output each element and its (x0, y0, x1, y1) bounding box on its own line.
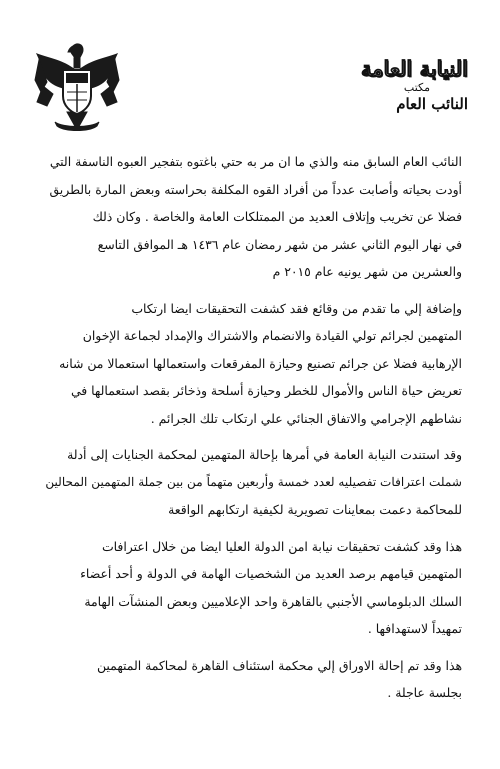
text-line: السلك الدبلوماسي الأجنبي بالقاهرة واحد الإعلاميين وبعض المنشآت الهامة (84, 593, 462, 609)
text-line: تمهيداً لاستهدافها . (367, 621, 462, 636)
text-line: شملت اعترافات تفصيليه لعدد خمسة وأربعين متهماً من بين جملة المتهمين المحالين (45, 474, 462, 489)
text-line: بجلسة عاجلة . (387, 685, 462, 700)
eagle-emblem-icon (33, 40, 121, 136)
text-line: أودت بحياته وأصابت عدداً من أفراد القوه المكلفة بحراسته وبعض المارة بالطريق (49, 181, 462, 197)
paragraph (38, 148, 462, 286)
text-line: والعشرين من شهر يونيه عام ٢٠١٥ م (272, 264, 462, 279)
paragraph (38, 441, 462, 524)
text-line: فضلا عن تخريب وإتلاف العديد من الممتلكات العامة والخاصة . وكان ذلك (92, 209, 462, 224)
paragraph (38, 295, 462, 433)
paragraph (38, 533, 462, 643)
text-line: وإضافة إلي ما تقدم من وقائع فقد كشفت التحقيقات ايضا ارتكاب (131, 300, 462, 316)
office-label: مكتب (403, 81, 430, 94)
text-line: النائب العام السابق منه والذي ما ان مر به حتي باغتوه بتفجير العبوه الناسفة التي (49, 154, 462, 169)
text-line: هذا وقد تم إحالة الاوراق إلي محكمة استئناف القاهرة لمحاكمة المتهمين (97, 657, 462, 673)
text-line: هذا وقد كشفت تحقيقات نيابة امن الدولة العليا ايضا من خلال اعترافات (101, 538, 462, 554)
office-title: النائب العام (396, 95, 468, 113)
letterhead (318, 56, 468, 114)
text-line: وقد استندت النيابة العامة في أمرها بإحالة المتهمين لمحكمة الجنايات إلى أدلة (67, 447, 462, 462)
letter-body (38, 148, 462, 707)
paragraph (38, 652, 462, 707)
text-line: الإرهابية فضلا عن جرائم تصنيع وحيازة المفرقعات واستعمالها استعمالا من شانه (59, 355, 462, 371)
department-name: النيابة العامة (361, 56, 468, 81)
text-line: نشاطهم الإجرامي والاتفاق الجنائي علي ارتكاب تلك الجرائم . (150, 410, 462, 426)
text-line: تعريض حياة الناس والأموال للخطر وحيازة أسلحة وذخائر بقصد استعمالها في (70, 383, 462, 398)
text-line: في نهار اليوم الثاني عشر من شهر رمضان عام ١٤٣٦ هـ الموافق التاسع (97, 236, 462, 252)
text-line: المتهمين قيامهم برصد العديد من الشخصيات الهامة في الدولة و أحد أعضاء (80, 566, 462, 581)
text-line: للمحاكمة دعمت بمعاينات تصويرية لكيفية ارتكابهم الواقعة (168, 502, 462, 517)
text-line: المتهمين لجرائم تولي القيادة والانضمام والاشتراك والإمداد لجماعة الإخوان (82, 328, 462, 343)
